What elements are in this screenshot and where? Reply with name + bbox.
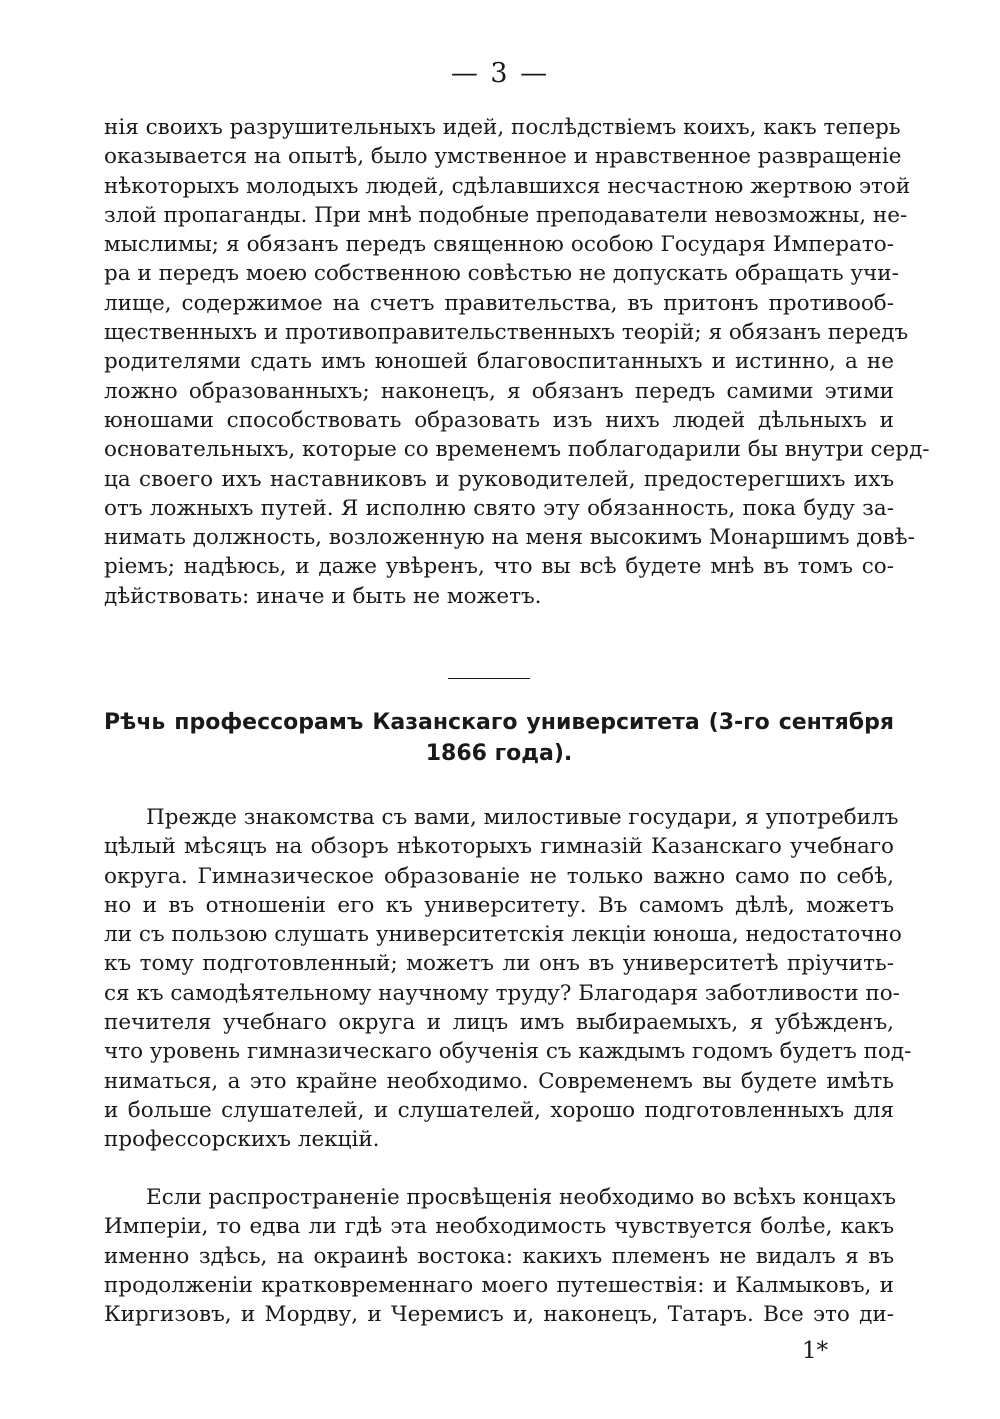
- text-line: мыслимы; я обязанъ передъ священною особою Государя Императо-: [104, 232, 894, 258]
- text-line: основательныхъ, которые со временемъ поблагодарили бы внутри серд-: [104, 437, 930, 463]
- text-line: но и въ отношеніи его къ университету. Въ самомъ дѣлѣ, можетъ: [104, 892, 894, 918]
- text-line: ложно образованныхъ; наконецъ, я обязанъ передъ самими этими: [104, 378, 894, 404]
- text-line: ся къ самодѣятельному научному труду? Благодаря заботливости по-: [104, 980, 900, 1006]
- text-line: Если распространеніе просвѣщенія необходимо во всѣхъ концахъ: [146, 1185, 896, 1210]
- text-line: отъ ложныхъ путей. Я исполню свято эту обязанность, пока буду за-: [104, 495, 894, 521]
- paragraph-2: [104, 803, 912, 1155]
- page-number: — 3 —: [450, 58, 550, 89]
- text-line: именно здѣсь, на окраинѣ востока: какихъ племенъ не видалъ я въ: [104, 1243, 894, 1269]
- text-line: цѣлый мѣсяцъ на обзоръ нѣкоторыхъ гимназій Казанскаго учебнаго: [104, 834, 894, 860]
- text-line: продолженіи кратковременнаго моего путешествія: и Калмыковъ, и: [104, 1272, 894, 1298]
- text-line: Прежде знакомства съ вами, милостивые государи, я употребилъ: [146, 805, 899, 830]
- section-separator: [448, 678, 530, 679]
- text-line: щественныхъ и противоправительственныхъ теорій; я обязанъ передъ: [104, 320, 909, 346]
- text-line: Имперіи, то едва ли гдѣ эта необходимость чувствуется болѣе, какъ: [104, 1214, 894, 1240]
- text-line: дѣйствовать: иначе и быть не можетъ.: [104, 583, 542, 609]
- text-line: ли съ пользою слушать университетскія лекціи юноша, недостаточно: [104, 922, 902, 948]
- text-line: профессорскихъ лекцій.: [104, 1127, 380, 1153]
- section-heading: [104, 707, 894, 769]
- text-line: лище, содержимое на счетъ правительства, въ притонъ противооб-: [104, 290, 894, 316]
- signature-mark: 1*: [802, 1338, 829, 1364]
- text-line: нѣкоторыхъ молодыхъ людей, сдѣлавшихся несчастною жертвою этой: [104, 173, 911, 199]
- text-line: къ тому подготовленный; можетъ ли онъ въ университетѣ пріучить-: [104, 951, 894, 977]
- text-line: ниматься, а это крайне необходимо. Современемъ вы будете имѣть: [104, 1068, 894, 1094]
- text-line: оказывается на опытѣ, было умственное и нравственное развращеніе: [104, 144, 902, 170]
- text-line: злой пропаганды. При мнѣ подобные преподаватели невозможны, не-: [104, 202, 908, 228]
- paragraph-1: [104, 113, 930, 611]
- heading-line: Рѣчь профессорамъ Казанскаго университета (3-го сентября: [104, 710, 894, 735]
- heading-line: 1866 года).: [425, 741, 573, 766]
- paragraph-3: [104, 1183, 894, 1329]
- text-line: округа. Гимназическое образованіе не только важно само по себѣ,: [104, 863, 894, 889]
- text-line: ца своего ихъ наставниковъ и руководителей, предостерегшихъ ихъ: [104, 466, 894, 492]
- text-line: ра и передъ моею собственною совѣстью не допускать обращать учи-: [104, 261, 899, 287]
- text-line: и больше слушателей, и слушателей, хорошо подготовленныхъ для: [104, 1097, 894, 1123]
- text-line: ріемъ; надѣюсь, и даже увѣренъ, что вы всѣ будете мнѣ въ томъ со-: [104, 554, 894, 580]
- text-line: нія своихъ разрушительныхъ идей, послѣдствіемъ коихъ, какъ теперь: [104, 115, 901, 140]
- text-line: юношами способствовать образовать изъ нихъ людей дѣльныхъ и: [104, 407, 894, 433]
- text-line: нимать должность, возложенную на меня высокимъ Монаршимъ довѣ-: [104, 525, 915, 551]
- text-line: печителя учебнаго округа и лицъ имъ выбираемыхъ, я убѣжденъ,: [104, 1010, 894, 1036]
- text-line: Киргизовъ, и Мордву, и Черемисъ и, наконецъ, Татаръ. Все это ди-: [104, 1302, 894, 1328]
- text-line: что уровень гимназическаго обученія съ каждымъ годомъ будетъ под-: [104, 1039, 912, 1065]
- text-line: родителями сдать имъ юношей благовоспитанныхъ и истинно, а не: [104, 349, 894, 375]
